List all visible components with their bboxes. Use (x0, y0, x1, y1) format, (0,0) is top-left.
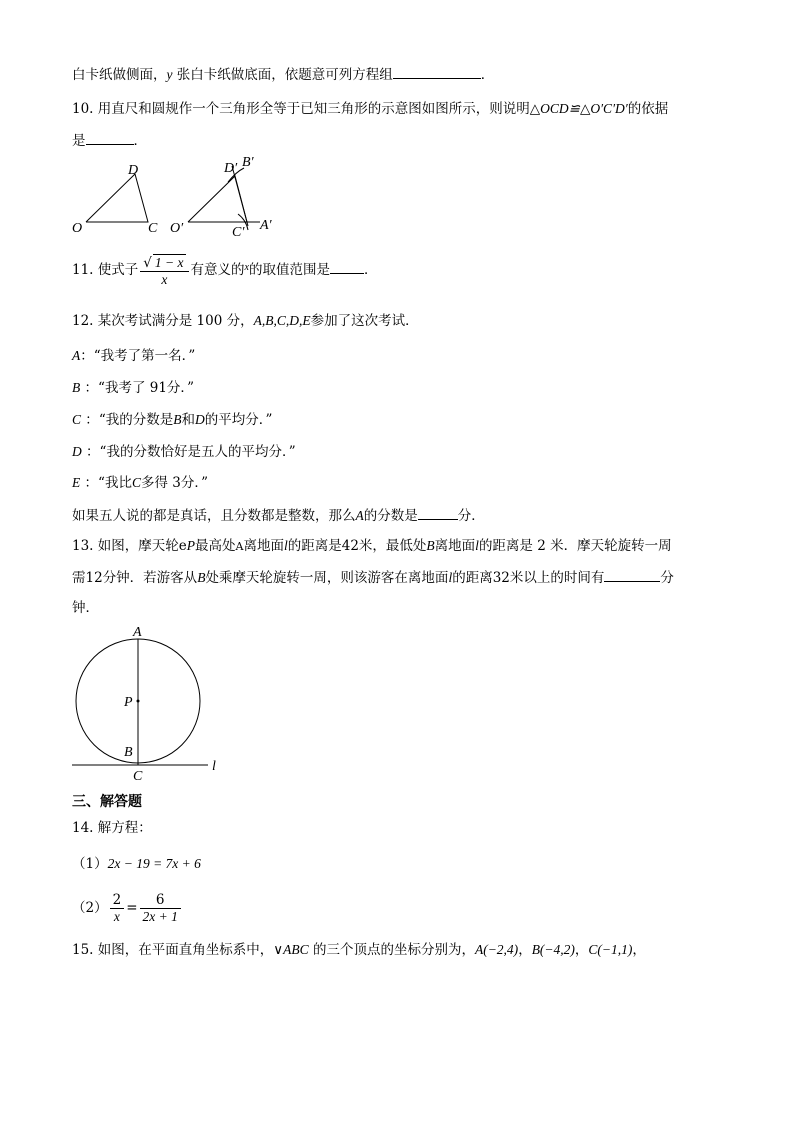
sub-label: （2） (72, 900, 108, 916)
answer-blank[interactable] (604, 567, 660, 582)
q14-eq1 (72, 854, 201, 874)
sub-label: （1） (72, 856, 108, 872)
var: P (186, 538, 196, 553)
speaker: E (72, 475, 81, 490)
punct: ． (133, 133, 147, 149)
var: l (475, 538, 479, 553)
q10-line-2 (72, 130, 147, 151)
q14-title: 14. 解方程： (72, 820, 152, 836)
names-list: A,B,C,D,E (253, 313, 311, 328)
denominator: x (113, 909, 120, 924)
congruence-expression: △OCD≌△O′C′D′ (529, 101, 628, 116)
q9-tail-line (72, 64, 494, 85)
radical-fraction: $\frac{√ 1 - x}{x}$ (140, 254, 188, 288)
point-c: C(−1,1) (588, 942, 633, 957)
var: D (194, 412, 205, 427)
var: B (197, 570, 206, 585)
q13-text: 13. 如图，摩天轮 (72, 538, 179, 554)
denominator: x (161, 271, 168, 287)
q12-text: 如果五人说的都是真话，且分数都是整数，那么 (72, 508, 356, 524)
statement-c (72, 410, 272, 430)
punct: ， (574, 942, 589, 958)
answer-blank[interactable] (330, 259, 364, 274)
q13-line-3 (72, 598, 99, 618)
q13-text: 最高处 (195, 538, 236, 554)
q10-text-2: 的依据 (627, 101, 669, 117)
question-number: 11. (72, 262, 94, 278)
colon: ： (80, 348, 94, 364)
fraction-right (140, 892, 181, 925)
equals: = (126, 900, 138, 916)
colon: ： (80, 380, 99, 396)
center-point (137, 700, 140, 703)
var: l (283, 538, 288, 553)
q11-text: 使式子 (93, 262, 139, 278)
q13-text: 分钟．若游客从 (102, 570, 198, 586)
numerator: 6 (140, 892, 181, 909)
q13-line-1 (72, 536, 672, 557)
var: B (173, 412, 182, 427)
q12-intro (72, 311, 419, 331)
q15-text: 的三个顶点的坐标分别为， (308, 942, 475, 958)
var: B (426, 538, 435, 553)
q13-text: 需 (72, 570, 86, 586)
point-a: A(−2,4) (474, 942, 519, 957)
circle-symbol: e (178, 538, 187, 554)
label-A-prime: A′ (260, 218, 272, 233)
number: 32 (492, 570, 510, 586)
q11-line (72, 248, 377, 290)
label-C: C (133, 769, 143, 784)
q12-conclusion (72, 505, 485, 526)
q13-text: 钟． (72, 600, 99, 616)
radicand: 1 − x (154, 254, 184, 270)
q13-text: 处乘摩天轮旋转一周，则该游客在离地面 (205, 570, 449, 586)
q13-text: 米以上的时间有 (509, 570, 605, 586)
statement-e (72, 473, 208, 493)
question-number: 10. (72, 101, 94, 117)
statement-d (72, 442, 296, 462)
answer-blank[interactable] (418, 505, 458, 520)
statement-text: “我的分数恰好是五人的平均分．” (99, 444, 296, 460)
q12-text: 的分数是 (363, 508, 418, 524)
var: A (235, 540, 244, 553)
label-O: O (72, 221, 83, 236)
var: l (448, 570, 453, 585)
fraction-left (110, 892, 125, 925)
ferris-wheel-figure (60, 620, 230, 785)
q10-line-1 (72, 99, 668, 119)
speaker: C (72, 412, 82, 427)
q13-text: 离地面 (243, 538, 284, 554)
q13-text: 的距离是 2 米．摩天轮旋转一周 (478, 538, 672, 554)
punct: ， (632, 942, 646, 958)
speaker: A (72, 348, 81, 363)
label-A: A (133, 625, 142, 640)
label-l: l (212, 759, 216, 774)
q13-text: 离地面 (434, 538, 476, 554)
q12-text: 分． (457, 508, 485, 524)
q13-text: 分 (660, 570, 674, 586)
answer-blank[interactable] (86, 130, 134, 145)
q13-text: 的距离是 (287, 538, 342, 554)
q15-text: 15. 如图，在平面直角坐标系中， (72, 942, 274, 958)
number: 42 (341, 538, 359, 554)
q12-text-2: 参加了这次考试． (310, 313, 419, 329)
var: C (131, 475, 141, 490)
q14-eq2 (72, 886, 183, 930)
var-y: y (166, 67, 173, 82)
q12-text: 12. 某次考试满分是 100 分， (72, 313, 254, 329)
q11-text-2: 有意义的 (190, 262, 245, 278)
q9-text: 白卡纸做侧面， (72, 67, 167, 83)
label-C: C (148, 221, 158, 236)
colon: ： (81, 444, 100, 460)
label-O-prime: O′ (170, 221, 184, 236)
var-x: x (244, 262, 249, 273)
q9-text-2: 张白卡纸做底面，依题意可列方程组 (172, 67, 393, 83)
numerator: 2 (110, 892, 125, 909)
var: A (355, 508, 364, 523)
triangle-abc: ∨ABC (273, 942, 309, 957)
statement-text: “我的分数是 (98, 412, 174, 428)
label-B: B (124, 745, 133, 760)
q13-line-2 (72, 567, 674, 588)
q11-text-3: 的取值范围是 (248, 262, 330, 278)
statement-a (72, 346, 195, 366)
statement-text: “我比 (98, 475, 132, 491)
number: 12 (85, 570, 103, 586)
punct: ， (518, 942, 532, 958)
statement-text: 的平均分．” (204, 412, 273, 428)
statement-b (72, 378, 194, 398)
colon: ： (80, 475, 99, 491)
triangle-o-c-d (188, 176, 247, 222)
label-P: P (124, 695, 133, 710)
label-D-prime: D′ (224, 161, 238, 176)
q10-text: 用直尺和圆规作一个三角形全等于已知三角形的示意图如图所示，则说明 (93, 101, 530, 117)
q10-triangle-figure (60, 152, 290, 242)
statement-text: 多得 3分．” (140, 475, 209, 491)
q15-line (72, 940, 646, 960)
label-C-prime: C′ (232, 225, 245, 240)
equation-1: 2x − 19 = 7x + 6 (107, 856, 201, 871)
denominator: 2x + 1 (142, 909, 178, 924)
punct: ． (363, 262, 378, 278)
statement-text: “我考了第一名．” (93, 348, 196, 364)
statement-text: 和 (181, 412, 195, 428)
q13-text: 米，最低处 (358, 538, 427, 554)
section-title: 三、解答题 (72, 794, 142, 810)
speaker: B (72, 380, 81, 395)
q10-text-3: 是 (72, 133, 86, 149)
colon: ： (81, 412, 99, 428)
q13-text: 的距离 (452, 570, 493, 586)
statement-text: “我考了 91分．” (98, 380, 195, 396)
triangle-ocd (86, 174, 148, 222)
punct: ． (480, 67, 495, 83)
point-b: B(−4,2) (531, 942, 575, 957)
answer-blank[interactable] (393, 64, 481, 79)
speaker: D (72, 444, 82, 459)
label-B-prime: B′ (242, 155, 254, 170)
label-D: D (128, 163, 139, 178)
